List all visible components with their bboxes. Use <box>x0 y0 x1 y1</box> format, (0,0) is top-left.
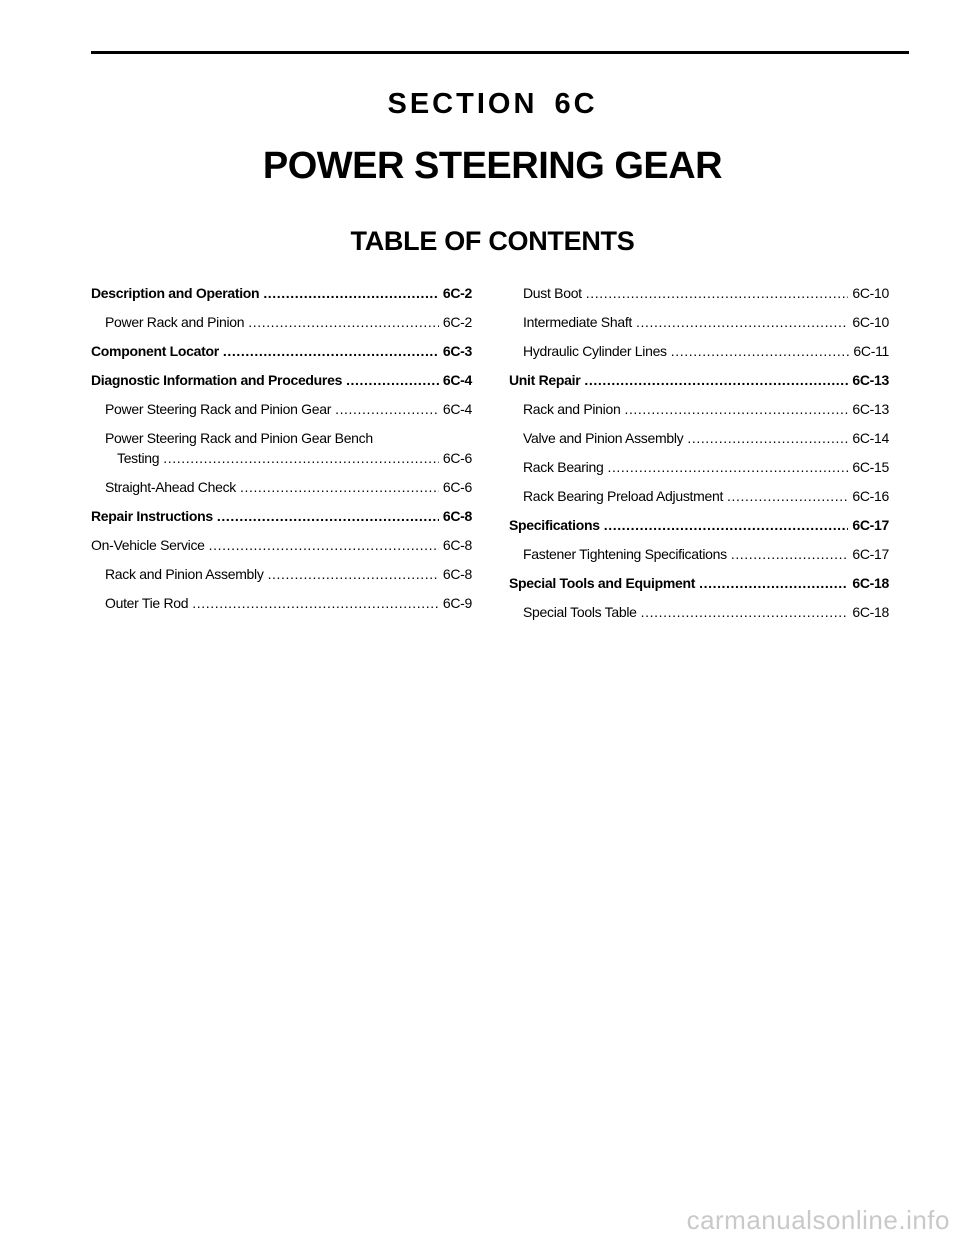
dot-leader <box>240 477 439 497</box>
toc-entry-page: 6C-3 <box>442 343 472 359</box>
toc-entry-label: Straight-Ahead Check <box>105 479 236 495</box>
toc-entry-page: 6C-18 <box>852 604 889 620</box>
toc-entry-page: 6C-8 <box>442 537 472 553</box>
dot-leader <box>731 544 849 564</box>
dot-leader <box>727 486 848 506</box>
dot-leader <box>641 602 849 622</box>
toc-entry-page: 6C-6 <box>442 450 472 466</box>
toc-entry-page: 6C-10 <box>852 285 889 301</box>
toc-entry-page: 6C-17 <box>852 546 889 562</box>
toc-entry-page: 6C-11 <box>853 343 889 359</box>
dot-leader <box>584 370 848 390</box>
toc-entry-label: Dust Boot <box>523 285 582 301</box>
toc-entry-page: 6C-14 <box>852 430 889 446</box>
toc-entry-page: 6C-13 <box>852 372 889 388</box>
dot-leader <box>636 312 848 332</box>
watermark: carmanualsonline.info <box>686 1205 950 1235</box>
toc-entry-page: 6C-2 <box>442 285 472 301</box>
toc-entry-page: 6C-6 <box>442 479 472 495</box>
toc-entry-page: 6C-10 <box>852 314 889 330</box>
toc-entry-page: 6C-15 <box>852 459 889 475</box>
top-rule <box>91 51 909 54</box>
toc-entry[interactable] <box>509 602 889 622</box>
toc-entry[interactable] <box>509 428 889 448</box>
section-title: SECTION 6C <box>387 88 598 120</box>
toc-entry-page: 6C-13 <box>852 401 889 417</box>
toc-entry-label: Power Steering Rack and Pinion Gear Bench <box>105 430 373 446</box>
toc-right-column <box>509 283 889 631</box>
toc-left-column <box>91 283 472 622</box>
toc-entry-label: Rack and Pinion Assembly <box>105 566 264 582</box>
toc-entry-label: Valve and Pinion Assembly <box>523 430 684 446</box>
dot-leader <box>699 573 848 593</box>
dot-leader <box>346 370 439 390</box>
toc-entry-page: 6C-9 <box>442 595 472 611</box>
toc-entry-label: Power Steering Rack and Pinion Gear <box>105 401 332 417</box>
toc-entry-page: 6C-2 <box>442 314 472 330</box>
toc-entry[interactable] <box>91 399 472 419</box>
dot-leader <box>223 341 439 361</box>
toc-entry-label: Diagnostic Information and Procedures <box>91 372 343 388</box>
toc-entry[interactable] <box>509 370 889 390</box>
toc-entry-label: Fastener Tightening Specifications <box>523 546 727 562</box>
toc-entry-label: Description and Operation <box>91 285 260 301</box>
toc-entry-label: Specifications <box>509 517 600 533</box>
dot-leader <box>217 506 439 526</box>
dot-leader <box>586 283 849 303</box>
toc-entry[interactable] <box>91 593 472 613</box>
toc-entry-label: Component Locator <box>91 343 219 359</box>
toc-entry-page: 6C-4 <box>442 372 472 388</box>
toc-entry-label-continued: Testing <box>117 450 160 466</box>
toc-entry[interactable] <box>509 283 889 303</box>
dot-leader <box>163 448 439 468</box>
toc-entry[interactable] <box>509 544 889 564</box>
dot-leader <box>607 457 848 477</box>
toc-entry[interactable] <box>91 428 472 468</box>
toc-entry-label: Outer Tie Rod <box>105 595 189 611</box>
dot-leader <box>671 341 850 361</box>
toc-entry-page: 6C-8 <box>442 508 472 524</box>
toc-entry-label: Rack Bearing Preload Adjustment <box>523 488 724 504</box>
toc-entry-label: Special Tools Table <box>523 604 637 620</box>
toc-entry[interactable] <box>509 486 889 506</box>
toc-entry[interactable] <box>91 477 472 497</box>
toc-entry-label: On-Vehicle Service <box>91 537 205 553</box>
toc-entry[interactable] <box>91 312 472 332</box>
dot-leader <box>209 535 439 555</box>
toc-entry-page: 6C-16 <box>852 488 889 504</box>
dot-leader <box>604 515 849 535</box>
toc-entry[interactable] <box>509 399 889 419</box>
toc-entry[interactable] <box>91 341 472 361</box>
toc-entry-label: Unit Repair <box>509 372 581 388</box>
dot-leader <box>687 428 848 448</box>
toc-entry-label: Intermediate Shaft <box>523 314 632 330</box>
toc-heading: TABLE OF CONTENTS <box>350 226 635 256</box>
toc-entry[interactable] <box>509 573 889 593</box>
toc-entry[interactable] <box>91 370 472 390</box>
toc-entry[interactable] <box>509 312 889 332</box>
toc-entry-label: Hydraulic Cylinder Lines <box>523 343 667 359</box>
toc-entry[interactable] <box>91 283 472 303</box>
toc-entry-label: Rack and Pinion <box>523 401 621 417</box>
dot-leader <box>192 593 439 613</box>
toc-entry[interactable] <box>509 457 889 477</box>
toc-entry[interactable] <box>509 341 889 361</box>
dot-leader <box>624 399 848 419</box>
toc-entry-label: Rack Bearing <box>523 459 604 475</box>
toc-entry-label: Repair Instructions <box>91 508 213 524</box>
toc-entry[interactable] <box>91 564 472 584</box>
toc-entry-label: Special Tools and Equipment <box>509 575 696 591</box>
dot-leader <box>335 399 439 419</box>
toc-entry[interactable] <box>91 535 472 555</box>
toc-entry[interactable] <box>509 515 889 535</box>
toc-entry-page: 6C-17 <box>852 517 889 533</box>
toc-entry-page: 6C-8 <box>442 566 472 582</box>
toc-entry-page: 6C-18 <box>852 575 889 591</box>
toc-entry-label: Power Rack and Pinion <box>105 314 245 330</box>
dot-leader <box>268 564 439 584</box>
page-title: POWER STEERING GEAR <box>262 145 723 187</box>
dot-leader <box>248 312 439 332</box>
dot-leader <box>263 283 439 303</box>
toc-entry-page: 6C-4 <box>442 401 472 417</box>
toc-entry[interactable] <box>91 506 472 526</box>
